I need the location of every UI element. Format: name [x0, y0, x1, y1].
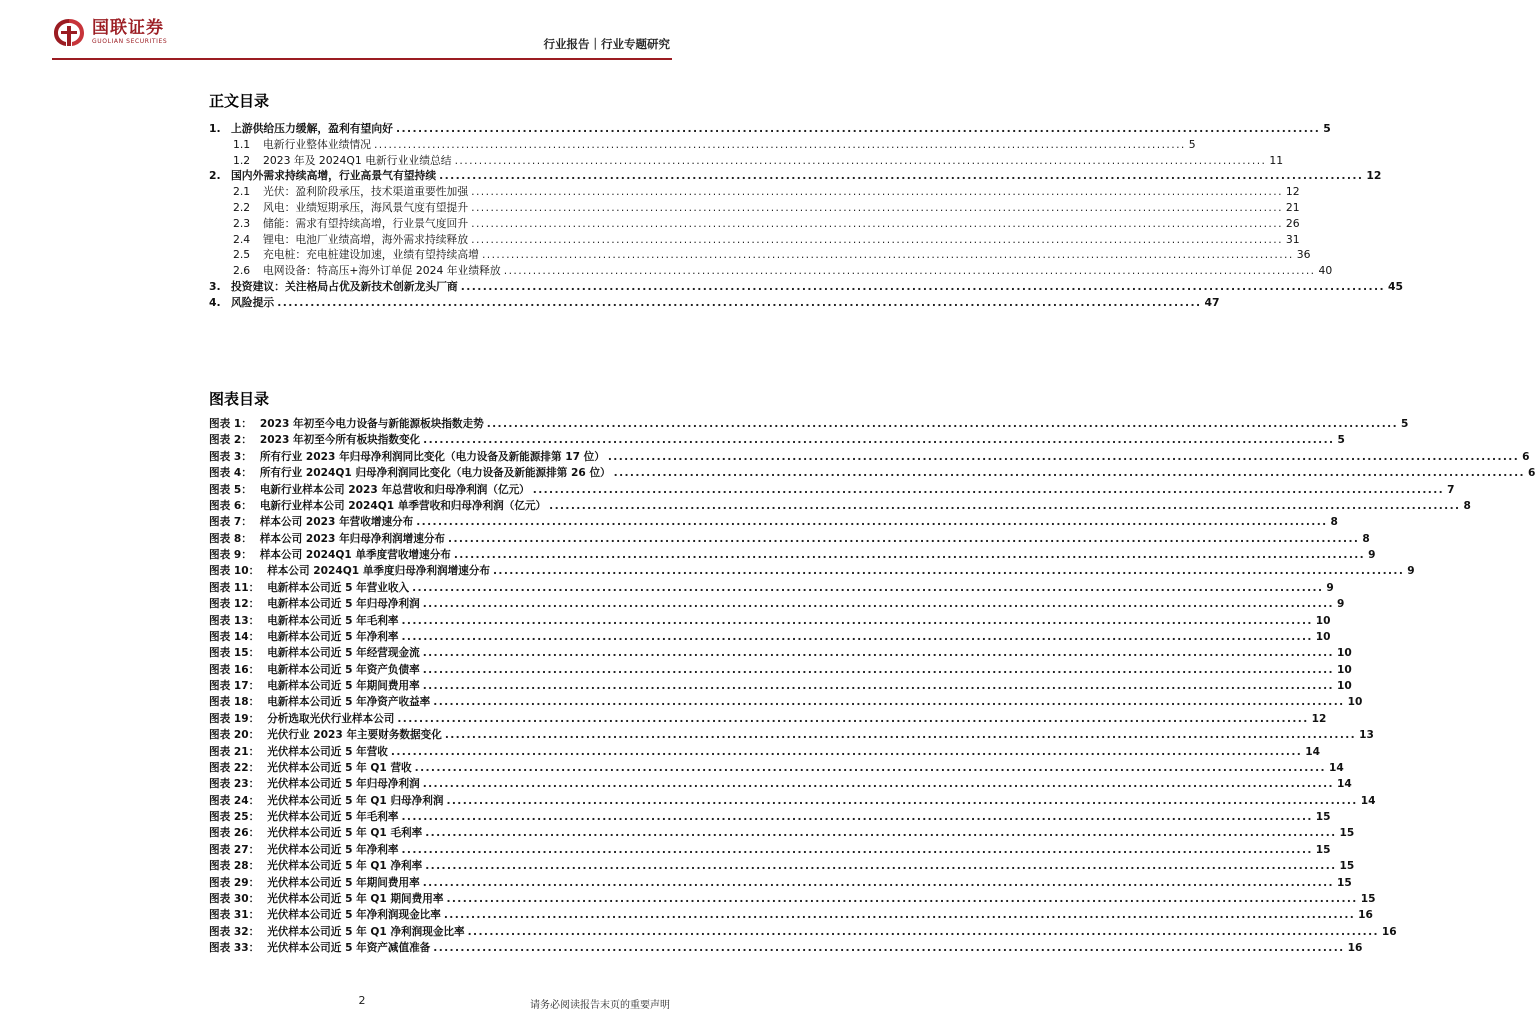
toc-entry-page: 21 [1285, 200, 1300, 214]
figure-dot-leader [533, 482, 1444, 498]
figure-entry[interactable] [209, 531, 1370, 547]
figure-dot-leader [423, 645, 1334, 661]
figure-dot-leader [423, 678, 1334, 694]
company-logo [52, 17, 167, 47]
figure-dot-leader [402, 629, 1313, 645]
toc-entry-number: 1.1 [233, 137, 251, 151]
toc-entry-number: 2.3 [233, 216, 251, 230]
figure-entry-number: 图表 18： [209, 696, 260, 709]
figure-dot-leader [446, 793, 1357, 809]
figure-entry[interactable] [209, 940, 1363, 956]
figure-entry-number: 图表 16： [209, 663, 260, 676]
figure-dot-leader [397, 711, 1308, 727]
figure-dot-leader [444, 907, 1355, 923]
figure-entry-page: 14 [1328, 761, 1344, 774]
figure-entry-page: 5 [1401, 418, 1409, 430]
toc-entry[interactable] [209, 137, 1196, 153]
toc-entry-label: 投资建议：关注格局占优及新技术创新龙头厂商 [231, 279, 458, 293]
figure-entry-number: 图表 22： [209, 761, 260, 774]
header-divider [52, 58, 672, 60]
figure-entry-label: 光伏样本公司近 5 年资产减值准备 [267, 942, 431, 954]
toc-title: 正文目录 [209, 92, 270, 110]
toc-entry-page: 5 [1188, 137, 1196, 151]
figure-entry-page: 9 [1336, 598, 1345, 611]
toc-dot-leader [374, 137, 1186, 153]
figure-entry-page: 8 [1463, 499, 1471, 512]
figure-entry-number: 图表 26： [209, 827, 260, 840]
figure-dot-leader [433, 694, 1344, 710]
toc-entry-page: 40 [1318, 264, 1333, 278]
figure-dot-leader [423, 776, 1334, 792]
figure-entry-label: 光伏样本公司近 5 年 Q1 毛利率 [267, 827, 423, 840]
figure-entry-page: 5 [1337, 434, 1345, 447]
figure-dot-leader [423, 662, 1334, 678]
figure-entry-label: 光伏行业 2023 年主要财务数据变化 [267, 729, 442, 742]
toc-entry-page: 5 [1323, 122, 1331, 135]
toc-entry-number: 1. [209, 122, 221, 135]
toc-entry-page: 11 [1269, 153, 1284, 167]
figure-entry[interactable] [209, 924, 1397, 940]
figure-entry[interactable] [209, 776, 1352, 792]
figure-entry-page: 10 [1336, 647, 1352, 660]
toc-entry[interactable] [209, 232, 1300, 248]
figure-entry[interactable] [209, 760, 1344, 776]
figure-entry-number: 图表 30： [209, 892, 260, 905]
toc-entry-label: 电新行业整体业绩情况 [263, 137, 371, 151]
toc-entry-number: 3. [209, 279, 221, 293]
figure-entry-page: 14 [1305, 745, 1320, 758]
figure-dot-leader [549, 498, 1460, 514]
figure-entry[interactable] [209, 482, 1455, 498]
figure-entry-number: 图表 4： [209, 467, 252, 480]
figure-entry-page: 15 [1339, 860, 1355, 873]
figure-dot-leader [415, 760, 1326, 776]
figure-dot-leader [423, 596, 1334, 612]
figure-entry[interactable] [209, 809, 1331, 825]
toc-entry-label: 电网设备：特高压+海外订单促 2024 年业绩释放 [263, 264, 501, 278]
figure-entry[interactable] [209, 613, 1331, 629]
figure-dot-leader [608, 449, 1519, 465]
toc-dot-leader [277, 295, 1201, 311]
toc-dot-leader [455, 153, 1267, 169]
figure-entry-number: 图表 28： [209, 860, 260, 873]
figure-entry-number: 图表 24： [209, 794, 260, 807]
figure-entry-number: 图表 23： [209, 778, 260, 791]
figure-dot-leader [487, 416, 1398, 432]
figure-entry-label: 光伏样本公司近 5 年归母净利润 [267, 778, 420, 791]
toc-entry[interactable] [209, 184, 1300, 200]
figure-entry[interactable] [209, 891, 1376, 907]
figure-entry-page: 10 [1336, 663, 1352, 676]
figure-entry[interactable] [209, 907, 1373, 923]
figure-entry-page: 10 [1315, 614, 1331, 627]
toc-entry-number: 2.5 [233, 248, 251, 262]
toc-entry[interactable] [209, 200, 1300, 216]
figure-entry-page: 14 [1360, 794, 1376, 807]
figure-dot-leader [416, 514, 1327, 530]
figure-dot-leader [391, 744, 1302, 760]
figure-entry-label: 电新样本公司近 5 年期间费用率 [267, 680, 420, 692]
figure-entry[interactable] [209, 514, 1338, 530]
figure-entry-label: 电新行业样本公司 2024Q1 单季营收和归母净利润（亿元） [259, 499, 547, 512]
figure-entry[interactable] [209, 793, 1376, 809]
figure-entry-number: 图表 29： [209, 876, 260, 889]
toc-entry[interactable] [209, 153, 1284, 169]
figure-dot-leader [614, 465, 1525, 481]
figure-entry-label: 电新样本公司近 5 年净利率 [267, 630, 399, 643]
figure-entry[interactable] [209, 563, 1415, 579]
figure-entry-number: 图表 15： [209, 647, 260, 660]
figure-dot-leader [425, 825, 1336, 841]
figure-entry-number: 图表 33： [209, 942, 260, 954]
toc-dot-leader [482, 247, 1294, 263]
figure-entry-page: 16 [1381, 925, 1397, 938]
toc-entry-label: 锂电：电池厂业绩高增，海外需求持续释放 [263, 232, 469, 246]
figure-entry-label: 光伏样本公司近 5 年净利率 [267, 843, 399, 856]
figure-entry-number: 图表 10： [209, 565, 260, 578]
logo-english-name: GUOLIAN SECURITIES [92, 37, 168, 45]
list-of-figures [209, 416, 1535, 956]
figure-entry-page: 14 [1336, 778, 1352, 791]
figure-entry-label: 光伏样本公司近 5 年净利润现金比率 [267, 909, 441, 922]
figure-entry[interactable] [209, 449, 1530, 465]
figure-entry-label: 电新样本公司近 5 年营业收入 [267, 581, 410, 594]
figure-entry-page: 9 [1368, 549, 1376, 561]
toc-entry[interactable] [209, 247, 1311, 263]
figure-entry[interactable] [209, 465, 1535, 481]
figure-entry-page: 15 [1336, 876, 1352, 889]
figure-entry-page: 16 [1347, 942, 1363, 954]
toc-entry-label: 储能：需求有望持续高增，行业景气度回升 [263, 216, 469, 230]
figure-entry-number: 图表 21： [209, 745, 260, 758]
toc-entry-number: 2.2 [233, 200, 251, 214]
figure-entry-page: 9 [1326, 581, 1334, 594]
figure-dot-leader [402, 809, 1313, 825]
logo-chinese-name: 国联证券 [92, 17, 164, 38]
figure-entry[interactable] [209, 662, 1352, 678]
toc-entry-page: 45 [1388, 279, 1404, 293]
figure-dot-leader [402, 613, 1313, 629]
figure-entry-label: 样本公司 2023 年归母净利润增速分布 [259, 532, 446, 545]
figure-entry-label: 光伏样本公司近 5 年 Q1 净利率 [267, 860, 423, 873]
toc-entry-number: 1.2 [233, 153, 251, 167]
toc-entry[interactable] [209, 168, 1382, 184]
figure-entry[interactable] [209, 432, 1345, 448]
figure-entry-page: 10 [1347, 696, 1363, 709]
figure-entry-label: 样本公司 2023 年营收增速分布 [259, 516, 414, 529]
figure-entry[interactable] [209, 629, 1331, 645]
toc-dot-leader [471, 200, 1283, 216]
figure-entry[interactable] [209, 645, 1352, 661]
figure-entry[interactable] [209, 858, 1355, 874]
toc-entry[interactable] [209, 263, 1333, 279]
figure-entry-number: 图表 11： [209, 581, 260, 594]
figure-entry[interactable] [209, 547, 1376, 563]
footer-disclaimer: 请务必阅读报告末页的重要声明 [530, 1000, 670, 1011]
toc-dot-leader [396, 121, 1320, 137]
figure-entry-page: 15 [1339, 827, 1355, 840]
figure-entry-label: 电新样本公司近 5 年经营现金流 [267, 647, 420, 660]
figure-entry-number: 图表 19： [209, 712, 260, 725]
figures-title: 图表目录 [209, 390, 270, 408]
figure-entry-number: 图表 2： [209, 434, 252, 447]
figure-entry-page: 8 [1330, 516, 1338, 529]
figure-dot-leader [425, 858, 1336, 874]
figure-entry-label: 分析选取光伏行业样本公司 [267, 712, 395, 725]
figure-entry-label: 所有行业 2024Q1 归母净利润同比变化（电力设备及新能源排第 26 位） [259, 467, 611, 480]
toc-entry-label: 风险提示 [231, 295, 275, 309]
figure-dot-leader [423, 432, 1334, 448]
figure-entry[interactable] [209, 694, 1363, 710]
figure-entry-page: 15 [1315, 811, 1331, 823]
figure-entry-page: 10 [1336, 680, 1352, 692]
figure-entry[interactable] [209, 580, 1334, 596]
figure-entry-number: 图表 6： [209, 499, 252, 512]
figure-entry-page: 12 [1311, 712, 1327, 725]
toc-dot-leader [471, 232, 1283, 248]
toc-entry-number: 4. [209, 295, 221, 309]
toc-entry-label: 上游供给压力缓解，盈利有望向好 [231, 122, 393, 135]
figure-dot-leader [402, 842, 1313, 858]
figure-entry-label: 光伏样本公司近 5 年期间费用率 [267, 876, 420, 889]
figure-entry[interactable] [209, 875, 1352, 891]
figure-entry-number: 图表 25： [209, 811, 260, 823]
figure-dot-leader [423, 875, 1334, 891]
figure-entry-label: 光伏样本公司近 5 年 Q1 净利润现金比率 [267, 925, 465, 938]
figure-entry-label: 电新样本公司近 5 年资产负债率 [267, 663, 420, 676]
figure-entry-number: 图表 20： [209, 729, 260, 742]
figure-entry[interactable] [209, 678, 1352, 694]
toc-dot-leader [471, 216, 1283, 232]
figure-entry-label: 电新样本公司近 5 年净资产收益率 [267, 696, 431, 709]
figure-entry-page: 15 [1360, 892, 1376, 905]
toc-entry-number: 2.4 [233, 232, 251, 246]
figure-entry-label: 所有行业 2023 年归母净利润同比变化（电力设备及新能源排第 17 位） [259, 450, 605, 463]
figure-entry[interactable] [209, 596, 1345, 612]
toc-dot-leader [504, 263, 1316, 279]
figure-dot-leader [493, 563, 1404, 579]
figure-entry-number: 图表 5： [209, 483, 252, 496]
figure-entry-number: 图表 13： [209, 614, 260, 627]
figure-entry[interactable] [209, 825, 1355, 841]
figure-entry-label: 电新样本公司近 5 年毛利率 [267, 614, 399, 627]
figure-entry[interactable] [209, 744, 1320, 760]
figure-entry-number: 图表 32： [209, 925, 260, 938]
toc-entry-page: 31 [1285, 232, 1300, 246]
figure-entry-label: 光伏样本公司近 5 年 Q1 归母净利润 [267, 794, 444, 807]
figure-entry[interactable] [209, 498, 1471, 514]
page-number: 2 [358, 994, 366, 1007]
toc-entry-page: 12 [1285, 185, 1300, 199]
toc-entry-number: 2.1 [233, 185, 251, 199]
figure-dot-leader [446, 891, 1357, 907]
figure-entry-label: 2023 年初至今电力设备与新能源板块指数走势 [259, 418, 484, 430]
figure-entry-page: 8 [1362, 532, 1370, 545]
figure-dot-leader [433, 940, 1344, 956]
figure-dot-leader [448, 531, 1359, 547]
toc-entry-label: 2023 年及 2024Q1 电新行业业绩总结 [263, 153, 452, 167]
figure-entry-label: 光伏样本公司近 5 年毛利率 [267, 811, 399, 823]
toc-entry-number: 2. [209, 169, 221, 183]
figure-entry-label: 电新行业样本公司 2023 年总营收和归母净利润（亿元） [259, 483, 530, 496]
figure-entry[interactable] [209, 711, 1327, 727]
figure-entry[interactable] [209, 727, 1374, 743]
figure-entry[interactable] [209, 416, 1409, 432]
figure-dot-leader [468, 924, 1379, 940]
figure-entry[interactable] [209, 842, 1331, 858]
figure-dot-leader [445, 727, 1356, 743]
toc-entry[interactable] [209, 216, 1300, 232]
toc-entry[interactable] [209, 121, 1331, 137]
guolian-logo-icon [52, 17, 86, 47]
toc-dot-leader [471, 184, 1283, 200]
report-type-label: 行业报告｜行业专题研究 [543, 37, 670, 51]
figure-entry-number: 图表 31： [209, 909, 260, 922]
toc-entry-page: 36 [1296, 248, 1311, 262]
toc-entry-page: 26 [1285, 216, 1300, 230]
figure-entry-number: 图表 3： [209, 450, 252, 463]
figure-entry-page: 6 [1527, 467, 1535, 480]
figure-entry-number: 图表 1： [209, 418, 252, 430]
figure-entry-number: 图表 9： [209, 549, 252, 561]
figure-entry-number: 图表 14： [209, 630, 260, 643]
figure-entry-page: 6 [1522, 450, 1530, 463]
toc-entry-page: 47 [1204, 295, 1220, 309]
figure-entry-label: 光伏样本公司近 5 年 Q1 期间费用率 [267, 892, 444, 905]
table-of-contents [209, 121, 1404, 311]
toc-entry[interactable] [209, 279, 1404, 295]
toc-entry[interactable] [209, 295, 1220, 311]
figure-dot-leader [412, 580, 1323, 596]
figure-entry-page: 7 [1447, 483, 1455, 496]
figure-entry-number: 图表 8： [209, 532, 252, 545]
figure-entry-number: 图表 27： [209, 843, 260, 856]
figure-entry-number: 图表 12： [209, 598, 260, 611]
figure-dot-leader [454, 547, 1365, 563]
toc-entry-page: 12 [1366, 169, 1382, 183]
figure-entry-label: 样本公司 2024Q1 单季度归母净利润增速分布 [267, 565, 490, 578]
figure-entry-page: 16 [1358, 909, 1373, 922]
figure-entry-page: 9 [1407, 565, 1415, 578]
figure-entry-page: 10 [1315, 630, 1331, 643]
figure-entry-page: 15 [1315, 843, 1331, 856]
toc-entry-label: 风电：业绩短期承压，海风景气度有望提升 [263, 200, 469, 214]
figure-entry-page: 13 [1359, 729, 1374, 742]
toc-entry-label: 国内外需求持续高增，行业高景气有望持续 [231, 169, 437, 183]
figure-entry-number: 图表 17： [209, 680, 260, 692]
figure-entry-label: 样本公司 2024Q1 单季度营收增速分布 [259, 549, 451, 561]
toc-entry-number: 2.6 [233, 264, 251, 278]
toc-entry-label: 光伏：盈利阶段承压，技术渠道重要性加强 [263, 185, 469, 199]
page-header [0, 0, 724, 62]
toc-entry-label: 充电桩：充电桩建设加速，业绩有望持续高增 [263, 248, 479, 262]
toc-dot-leader [461, 279, 1385, 295]
figure-entry-label: 2023 年初至今所有板块指数变化 [259, 434, 421, 447]
figure-entry-label: 光伏样本公司近 5 年 Q1 营收 [267, 761, 412, 774]
figure-entry-number: 图表 7： [209, 516, 252, 529]
toc-dot-leader [439, 168, 1363, 184]
figure-entry-label: 电新样本公司近 5 年归母净利润 [267, 598, 420, 611]
figure-entry-label: 光伏样本公司近 5 年营收 [267, 745, 388, 758]
